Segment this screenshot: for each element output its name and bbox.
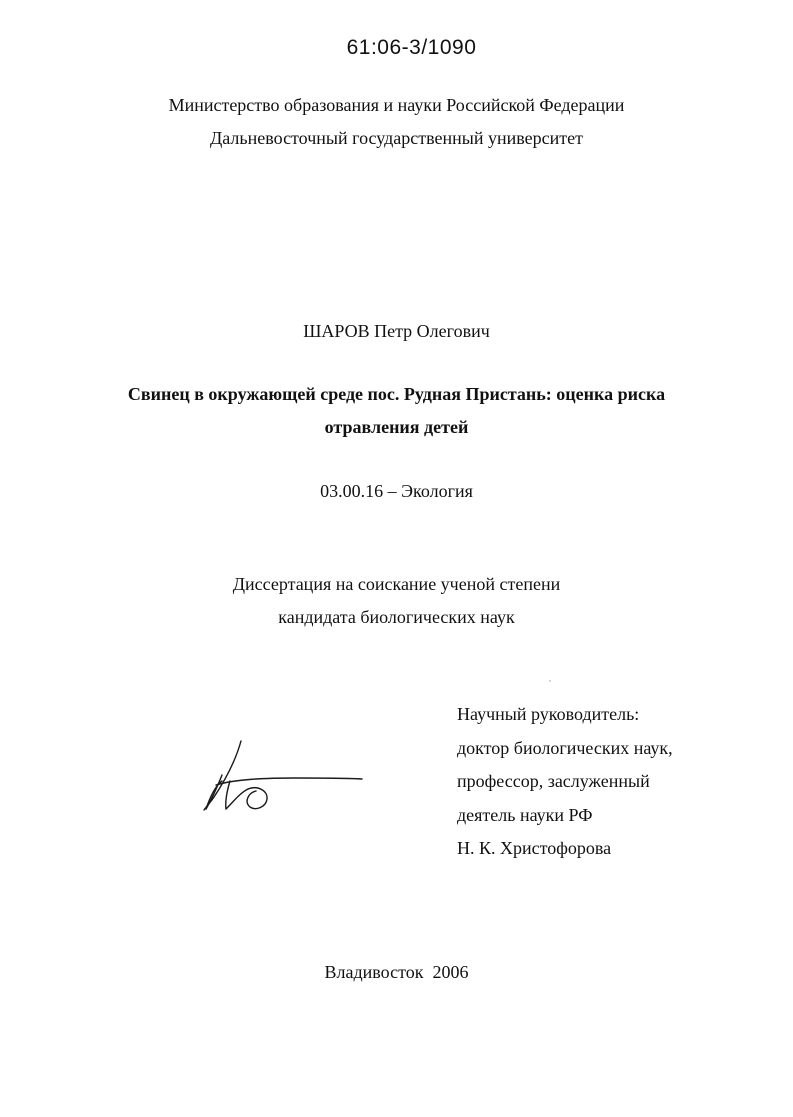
- supervisor-line: Научный руководитель:: [457, 704, 640, 724]
- supervisor-name: Н. К. Христофорова: [457, 838, 612, 858]
- author-name: ШАРОВ Петр Олегович: [303, 321, 490, 341]
- place-and-year: Владивосток 2006: [324, 962, 469, 982]
- ministry-heading: Министерство образования и науки Российской Федерации: [168, 95, 625, 115]
- degree-line-1: Диссертация на соискание ученой степени: [232, 574, 561, 594]
- supervisor-block: [457, 703, 777, 871]
- supervisor-line: доктор биологических наук,: [457, 737, 673, 758]
- specialty-code: 03.00.16 – Экология: [320, 481, 473, 501]
- supervisor-line: деятель науки РФ: [457, 804, 593, 825]
- dissertation-title-line-2: отравления детей: [324, 417, 469, 437]
- handwritten-signature: [196, 735, 371, 820]
- scan-speck: [549, 680, 551, 682]
- supervisor-line: профессор, заслуженный: [457, 771, 650, 791]
- university-heading: Дальневосточный государственный университет: [210, 128, 583, 148]
- degree-line-2: кандидата биологических наук: [278, 607, 515, 627]
- dissertation-title-line-1: Свинец в окружающей среде пос. Рудная Пристань: оценка риска: [127, 384, 666, 404]
- document-code: 61:06-3/1090: [346, 36, 477, 59]
